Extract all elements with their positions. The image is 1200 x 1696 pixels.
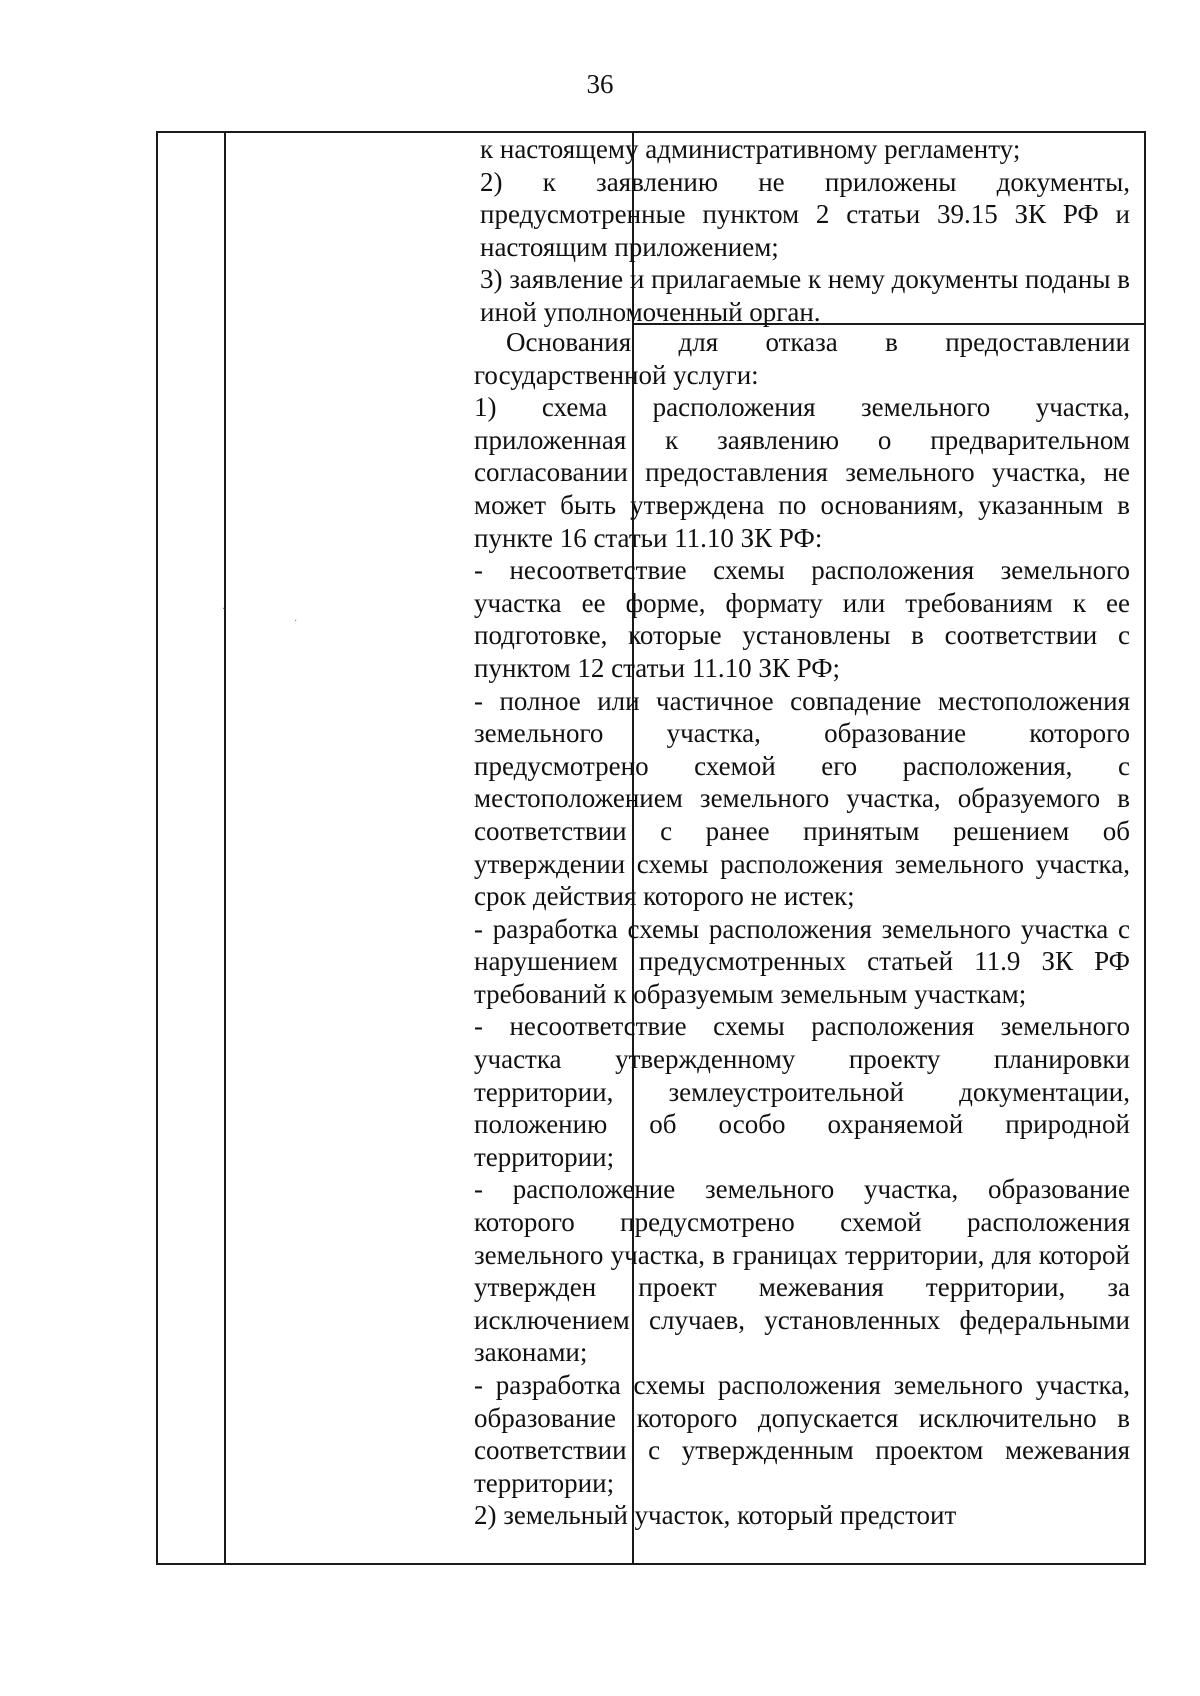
table-right-border [1144,131,1146,1565]
top-cell-paragraph-3: 3) заявление и прилагаемые к нему документы поданы в иной уполномоченный орган. [480,264,1130,327]
table-left-border [156,131,158,1565]
bottom-cell-paragraph-5: - разработка схемы расположения земельного участка с нарушением предусмотренных статьей 11.9 ЗК РФ требований к образуемым земельным участкам; [474,913,1130,1009]
bottom-cell-text [474,326,1130,1532]
scan-speck: · [294,616,298,627]
top-cell-paragraph-2: 2) к заявлению не приложены документы, предусмотренные пунктом 2 статьи 39.15 ЗК РФ и настоящим приложением; [480,166,1130,262]
bottom-cell-paragraph-6: - несоответствие схемы расположения земельного участка утвержденному проекту планировки территории, землеустроительной документации, положению об особо охраняемой природной территории; [474,1011,1130,1172]
regulation-table [156,131,1146,1565]
bottom-cell-paragraph-4: - полное или частичное совпадение местоположения земельного участка, образование которого предусмотрено схемой его расположения, с местоположением земельного участка, образуемого в соответствии с ранее принятым решением об утверждении схемы расположения земельного участка, срок действия которого не истек; [474,685,1130,912]
page-number: 36 [586,69,614,99]
column-divider-1 [224,131,226,1565]
bottom-cell-paragraph-7: - расположение земельного участка, образование которого предусмотрено схемой расположения земельного участка, в границах территории, для которой утвержден проект межевания территории, за исключением случаев, установленных федеральными законами; [474,1174,1130,1368]
bottom-cell-paragraph-3: - несоответствие схемы расположения земельного участка ее форме, формату или требованиям к ее подготовке, которые установлены в соответствии с пунктом 12 статьи 11.10 ЗК РФ; [474,555,1130,683]
bottom-cell-paragraph-9: 2) земельный участок, который предстоит [474,1500,957,1531]
top-cell-paragraph-1: к настоящему административному регламенту; [480,134,1021,164]
bottom-cell-paragraph-1: Основания для отказа в предоставлении государственной услуги: [474,327,1130,390]
bottom-cell-paragraph-8: - разработка схемы расположения земельного участка, образование которого допускается исключительно в соответствии с утвержденным проектом межевания территории; [474,1370,1130,1498]
bottom-cell-paragraph-2: 1) схема расположения земельного участка, приложенная к заявлению о предварительном согласовании предоставления земельного участка, не может быть утверждена по основаниям, указанным в пункте 16 статьи 11.10 ЗК РФ: [474,392,1130,553]
table-bottom-border [156,1563,1146,1565]
top-cell-text [480,133,1130,329]
scan-speck: · [222,604,226,615]
